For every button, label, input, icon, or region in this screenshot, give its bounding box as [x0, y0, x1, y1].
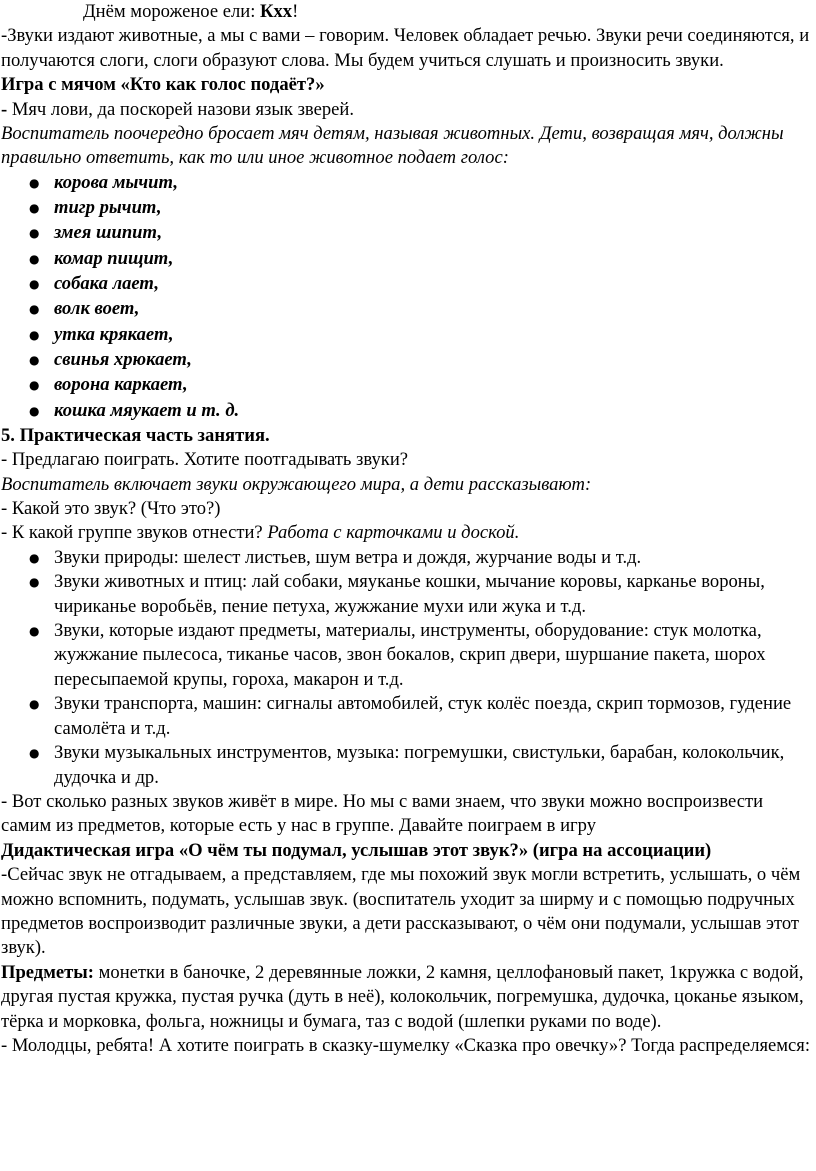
ball-game-line: [1, 98, 814, 122]
list-item: [1, 741, 814, 790]
animal-sound-text: утка крякает,: [54, 323, 174, 345]
bullet-icon: ●: [29, 251, 40, 266]
list-item: [1, 247, 814, 272]
didactic-final: - Молодцы, ребята! А хотите поиграть в сказку-шумелку «Сказка про овечку»? Тогда распределяемся:: [1, 1034, 811, 1056]
list-item: [1, 272, 814, 297]
bullet-icon: ●: [29, 302, 40, 317]
bullet-icon: ●: [29, 175, 40, 190]
sound-group-text: Звуки природы: шелест листьев, шум ветра и дождя, журчание воды и т.д.: [54, 546, 642, 568]
ball-game-dash: -: [1, 98, 12, 120]
animal-sound-text: ворона каркает,: [54, 374, 188, 396]
didactic-items: [1, 961, 814, 1034]
list-item: [1, 323, 814, 348]
animal-sound-text: свинья хрюкает,: [54, 348, 192, 370]
list-item: [1, 348, 814, 373]
sound-groups-list: [1, 546, 814, 790]
list-item: [1, 399, 814, 424]
ball-game-heading: Игра с мячом «Кто как голос подаёт?»: [1, 74, 325, 96]
animal-sound-text: кошка мяукает и т. д.: [54, 399, 240, 421]
animal-sound-text: собака лает,: [54, 273, 159, 295]
bullet-icon: ●: [29, 277, 40, 292]
bullet-icon: ●: [29, 226, 40, 241]
list-item: [1, 692, 814, 741]
sound-group-text: Звуки животных и птиц: лай собаки, мяуканье кошки, мычание коровы, карканье вороны, чириканье воробьёв, пение петуха, жужжание мухи или жука и т.д.: [54, 571, 765, 617]
list-item: [1, 297, 814, 322]
bullet-icon: ●: [29, 327, 40, 342]
list-item: [1, 171, 814, 196]
ball-game-line-text: Мяч лови, да поскорей назови язык зверей.: [11, 98, 354, 120]
intro-title-suffix: !: [292, 1, 299, 22]
bullet-icon: ●: [29, 624, 40, 639]
didactic-heading: Дидактическая игра «О чём ты подумал, услышав этот звук?» (игра на ассоциации): [1, 839, 712, 861]
list-item: [1, 546, 814, 570]
practice-line-3: [1, 521, 814, 545]
bullet-icon: ●: [29, 697, 40, 712]
bullet-icon: ●: [29, 550, 40, 565]
animal-sound-text: тигр рычит,: [54, 197, 162, 219]
intro-speech-paragraph: -Звуки издают животные, а мы с вами – говорим. Человек обладает речью. Звуки речи соединяются, и получаются слоги, слоги образуют слова. Мы будем учиться слушать и произносить звуки.: [1, 25, 810, 71]
bullet-icon: ●: [29, 746, 40, 761]
animal-sounds-list: [1, 171, 814, 424]
practice-line-1: - Предлагаю поиграть. Хотите поотгадывать звуки?: [1, 449, 409, 471]
bullet-icon: ●: [29, 352, 40, 367]
list-item: [1, 570, 814, 619]
practice-line-3-italic: Работа с карточками и доской.: [267, 522, 520, 544]
sound-group-text: Звуки транспорта, машин: сигналы автомобилей, стук колёс поезда, скрип тормозов, гудение самолёта и т.д.: [54, 693, 792, 739]
didactic-items-label: Предметы:: [1, 961, 94, 983]
ball-game-instruction: Воспитатель поочередно бросает мяч детям, называя животных. Дети, возвращая мяч, должны правильно ответить, как то или иное животное подает голос:: [1, 123, 784, 169]
didactic-items-text: монетки в баночке, 2 деревянные ложки, 2 камня, целлофановый пакет, 1кружка с водой, другая пустая кружка, пустая ручка (дуть в неё), колокольчик, погремушка, дудочка, цоканье языком, тёрка и морковка, фольга, ножницы и бумага, таз с водой (шлепки руками по воде).: [1, 961, 804, 1032]
practice-instruction: Воспитатель включает звуки окружающего мира, а дети рассказывают:: [1, 473, 592, 495]
animal-sound-text: волк воет,: [54, 298, 140, 320]
intro-title-bold: Кхх: [260, 1, 293, 22]
list-item: [1, 196, 814, 221]
animal-sound-text: комар пищит,: [54, 247, 174, 269]
practice-line-3-plain: - К какой группе звуков отнести?: [1, 522, 268, 544]
animal-sound-text: корова мычит,: [54, 171, 179, 193]
animal-sound-text: змея шипит,: [54, 222, 163, 244]
intro-title: [1, 0, 814, 24]
sound-group-text: Звуки музыкальных инструментов, музыка: погремушки, свистульки, барабан, колокольчик, дудочка и др.: [54, 742, 785, 788]
sound-group-text: Звуки, которые издают предметы, материалы, инструменты, оборудование: стук молотка, жужжание пылесоса, тиканье часов, звон бокалов, скрип двери, шуршание пакета, шорох пересыпаемой крупы, гороха, макарон и т.д.: [54, 620, 766, 690]
practice-line-2: - Какой это звук? (Что это?): [1, 498, 221, 520]
list-item: [1, 221, 814, 246]
bullet-icon: ●: [29, 378, 40, 393]
practice-conclusion: - Вот сколько разных звуков живёт в мире. Но мы с вами знаем, что звуки можно воспроизвести самим из предметов, которые есть у нас в группе. Давайте поиграем в игру: [1, 790, 764, 837]
bullet-icon: ●: [29, 403, 40, 418]
bullet-icon: ●: [29, 575, 40, 590]
list-item: [1, 373, 814, 398]
didactic-text: -Сейчас звук не отгадываем, а представляем, где мы похожий звук могли встретить, услышать, о чём можно вспомнить, подумать, услышав звук. (воспитатель уходит за ширму и с помощью подручных предметов воспроизводит различные звуки, а дети рассказывают, о чём они подумали, услышав этот звук).: [1, 864, 801, 959]
bullet-icon: ●: [29, 201, 40, 216]
practice-heading: 5. Практическая часть занятия.: [1, 424, 270, 446]
intro-title-prefix: Днём мороженое ели:: [83, 1, 261, 22]
list-item: [1, 619, 814, 692]
